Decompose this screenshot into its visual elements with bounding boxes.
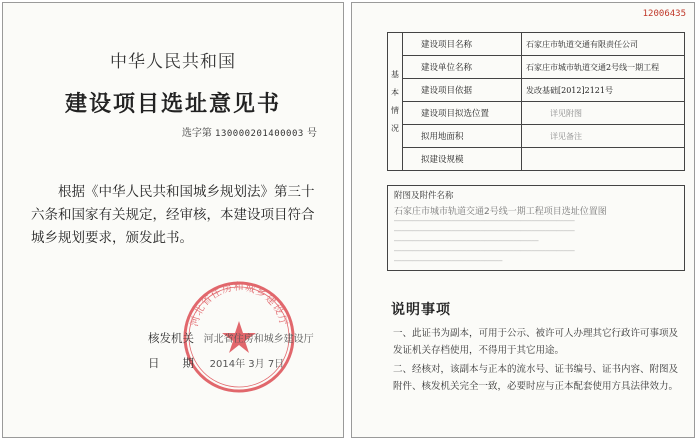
svg-text:河北省住房和城乡建设厅 bbox=[188, 281, 289, 328]
issuer-label: 核发机关 bbox=[148, 331, 194, 345]
country-heading: 中华人民共和国 bbox=[110, 52, 236, 72]
seal-text: 河北省住房和城乡建设厅 bbox=[189, 282, 289, 328]
date-label: 日 期 bbox=[148, 356, 194, 370]
table-row bbox=[388, 148, 685, 171]
table-row bbox=[388, 102, 685, 125]
table-row bbox=[388, 33, 685, 56]
attachment-title: 石家庄市城市轨道交通2号线一期工程项目选址位置图 bbox=[394, 207, 607, 217]
serial-suffix: 号 bbox=[307, 128, 317, 139]
table-row bbox=[388, 125, 685, 148]
notes-list bbox=[393, 325, 683, 397]
date-row bbox=[148, 355, 284, 371]
issuer-row bbox=[148, 330, 314, 346]
date-value: 2014年 3月 7日 bbox=[209, 359, 285, 370]
serial-row bbox=[182, 124, 317, 139]
row-label: 拟用地面积 bbox=[403, 125, 522, 148]
attachments-heading: 附图及附件名称 bbox=[394, 191, 454, 201]
attachments-box bbox=[387, 185, 685, 271]
row-label: 建设项目名称 bbox=[403, 33, 522, 56]
row-label: 建设单位名称 bbox=[403, 56, 522, 79]
serial-prefix: 选字第 bbox=[181, 128, 212, 139]
row-value: 详见备注 bbox=[522, 125, 685, 148]
row-value: 发改基础[2012]2121号 bbox=[522, 79, 685, 102]
document-title: 建设项目选址意见书 bbox=[64, 92, 281, 117]
notes-heading: 说明事项 bbox=[391, 302, 451, 318]
attachment-faint-text: ────────────────────────────────────────────────── bbox=[394, 248, 575, 255]
row-value bbox=[522, 148, 685, 171]
serial-number: 130000201400003 bbox=[215, 129, 304, 139]
row-label: 建设项目拟选位置 bbox=[403, 102, 522, 125]
row-value: 详见附图 bbox=[522, 102, 685, 125]
row-value: 石家庄市轨道交通有限责任公司 bbox=[522, 33, 685, 56]
table-row bbox=[388, 56, 685, 79]
document-number: 12006435 bbox=[642, 9, 686, 19]
certificate-left-page bbox=[2, 2, 344, 438]
basic-info-table bbox=[387, 32, 685, 171]
attachment-faint-text: ────────────────────────────── bbox=[394, 258, 503, 265]
list-item: 二、经核对，该副本与正本的流水号、证书编号、证书内容、附图及附件、核发机关完全一致，必要时应与正本配套使用方具法律效力。 bbox=[393, 364, 679, 392]
side-label: 基本情况 bbox=[388, 33, 403, 171]
table-row bbox=[388, 79, 685, 102]
issuer-value: 河北省住房和城乡建设厅 bbox=[203, 334, 314, 345]
certificate-right-page bbox=[351, 2, 695, 438]
row-label: 建设项目依据 bbox=[403, 79, 522, 102]
row-label: 拟建设规模 bbox=[403, 148, 522, 171]
certificate-body-text: 根据《中华人民共和国城乡规划法》第三十六条和国家有关规定，经审核，本建设项目符合城乡规划要求，颁发此书。 bbox=[31, 184, 315, 246]
attachment-faint-text: ────────────────────────────────────────────────── bbox=[394, 218, 575, 225]
attachment-faint-text: ────────────────────────────────────────────────── bbox=[394, 228, 575, 235]
attachment-faint-text: ──────────────────────────────────────── bbox=[394, 238, 539, 245]
list-item: 一、此证书为副本，可用于公示、被许可人办理其它行政许可事项及发证机关存档使用，不得用于其它用途。 bbox=[393, 328, 679, 356]
row-value: 石家庄市城市轨道交通2号线一期工程 bbox=[522, 56, 685, 79]
